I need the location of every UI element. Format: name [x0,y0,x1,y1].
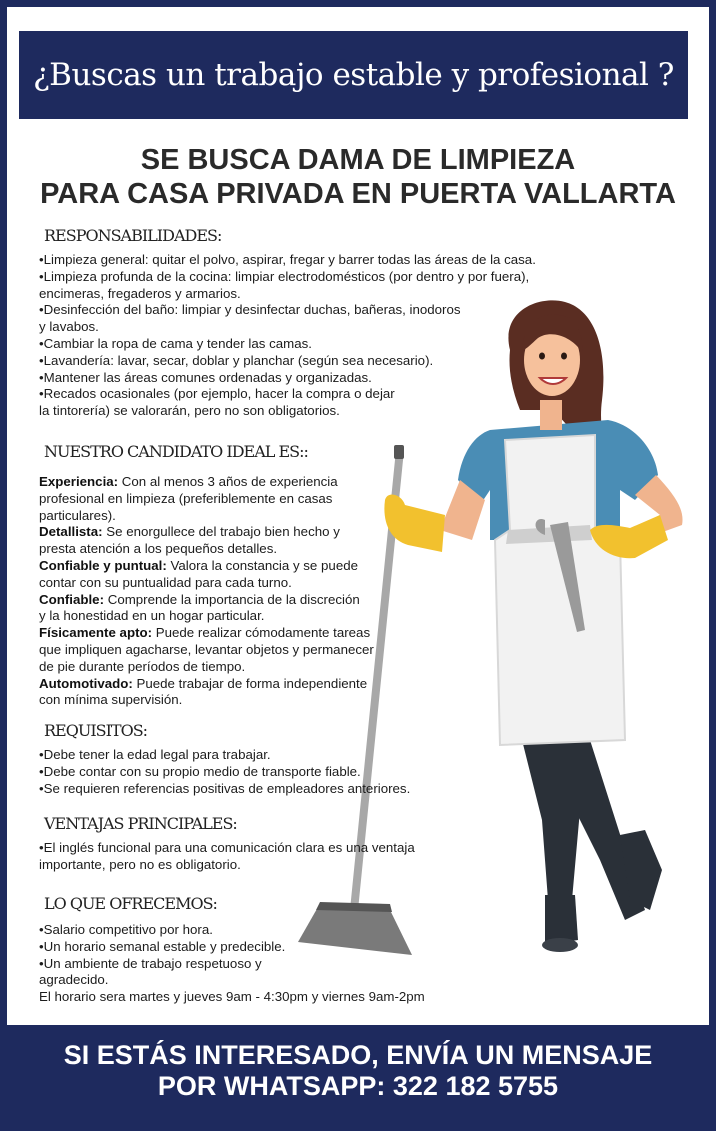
list-item: •Un horario semanal estable y predecible. [39,938,286,954]
ventajas-list [39,840,415,874]
candidate-trait: Detallista: Se enorgullece del trabajo bien hecho y [39,524,340,540]
leg-left [522,740,580,900]
footer-line-1: SI ESTÁS INTERESADO, ENVÍA UN MENSAJE [63,1040,653,1070]
candidate-trait-line: contar con su puntualidad para cada turno. [39,574,292,590]
banner-title: ¿Buscas un trabajo estable y profesional ? [33,57,674,93]
job-headline [7,143,709,211]
candidate-trait-line: que impliquen agacharse, levantar objetos y permanecer [39,641,374,657]
section-heading-ofrecemos: LO QUE OFRECEMOS: [44,894,217,913]
ofrecemos-list [39,922,425,1006]
headline-line-1: SE BUSCA DAMA DE LIMPIEZA [140,144,576,176]
list-item: •Desinfección del baño: limpiar y desinfectar duchas, bañeras, inodoros [39,302,461,318]
list-item: •Mantener las áreas comunes ordenadas y organizadas. [39,369,372,385]
footer-line-2: POR WHATSAPP: 322 182 5755 [157,1071,559,1101]
list-item: importante, pero no es obligatorio. [39,856,241,872]
list-item: •Cambiar la ropa de cama y tender las camas. [39,335,312,351]
requisitos-list [39,747,410,797]
candidate-trait-line: de pie durante períodos de tiempo. [39,658,246,674]
list-item: •El inglés funcional para una comunicación clara es una ventaja [39,840,415,855]
shoe-left [545,895,578,945]
section-heading-ventajas: VENTAJAS PRINCIPALES: [44,814,237,833]
list-item: •Se requieren referencias positivas de empleadores anteriores. [39,780,411,796]
list-item: •Limpieza general: quitar el polvo, aspirar, fregar y barrer todas las áreas de la casa. [39,252,536,267]
section-heading-requisitos: REQUISITOS: [44,721,148,740]
candidate-trait: Automotivado: Puede trabajar de forma independiente [39,675,368,691]
broom-tip [394,445,404,459]
top-banner [19,31,688,119]
section-heading-responsabilidades: RESPONSABILIDADES: [44,226,222,245]
list-item: •Salario competitivo por hora. [39,922,213,937]
list-item: agradecido. [39,972,109,988]
candidate-trait: Confiable: Comprende la importancia de la discreción [39,591,360,607]
list-item: •Recados ocasionales (por ejemplo, hacer la compra o dejar [39,386,395,402]
list-item: •Un ambiente de trabajo respetuoso y [39,955,262,971]
candidate-trait: Físicamente apto: Puede realizar cómodamente tareas [39,625,371,641]
candidate-trait-line: y la honestidad en un hogar particular. [39,608,265,624]
list-item: y lavabos. [39,319,99,335]
list-item: encimeras, fregaderos y armarios. [39,285,241,301]
list-item: •Limpieza profunda de la cocina: limpiar electrodomésticos (por dentro y por fuera), [39,268,530,284]
section-heading-candidato: NUESTRO CANDIDATO IDEAL ES:: [44,442,308,461]
candidate-trait-line: presta atención a los pequeños detalles. [39,541,278,557]
contact-footer [0,1040,716,1102]
candidate-trait: Experiencia: Con al menos 3 años de experiencia [39,474,338,489]
headline-line-2: PARA CASA PRIVADA EN PUERTA VALLARTA [40,178,676,210]
candidato-list [39,474,374,709]
candidate-trait: Confiable y puntual: Valora la constancia y se puede [39,557,358,573]
candidate-trait-line: profesional en limpieza (preferiblemente en casas [39,490,333,506]
candidate-trait-line: particulares). [39,507,116,523]
list-item: •Debe contar con su propio medio de transporte fiable. [39,763,361,779]
list-item: •Lavandería: lavar, secar, doblar y planchar (según sea necesario). [39,352,434,368]
list-item: El horario sera martes y jueves 9am - 4:30pm y viernes 9am-2pm [39,989,425,1005]
candidate-trait-line: con mínima supervisión. [39,692,183,708]
list-item: la tintorería) se valorarán, pero no son obligatorios. [39,403,340,419]
list-item: •Debe tener la edad legal para trabajar. [39,747,271,762]
responsabilidades-list [39,252,536,420]
